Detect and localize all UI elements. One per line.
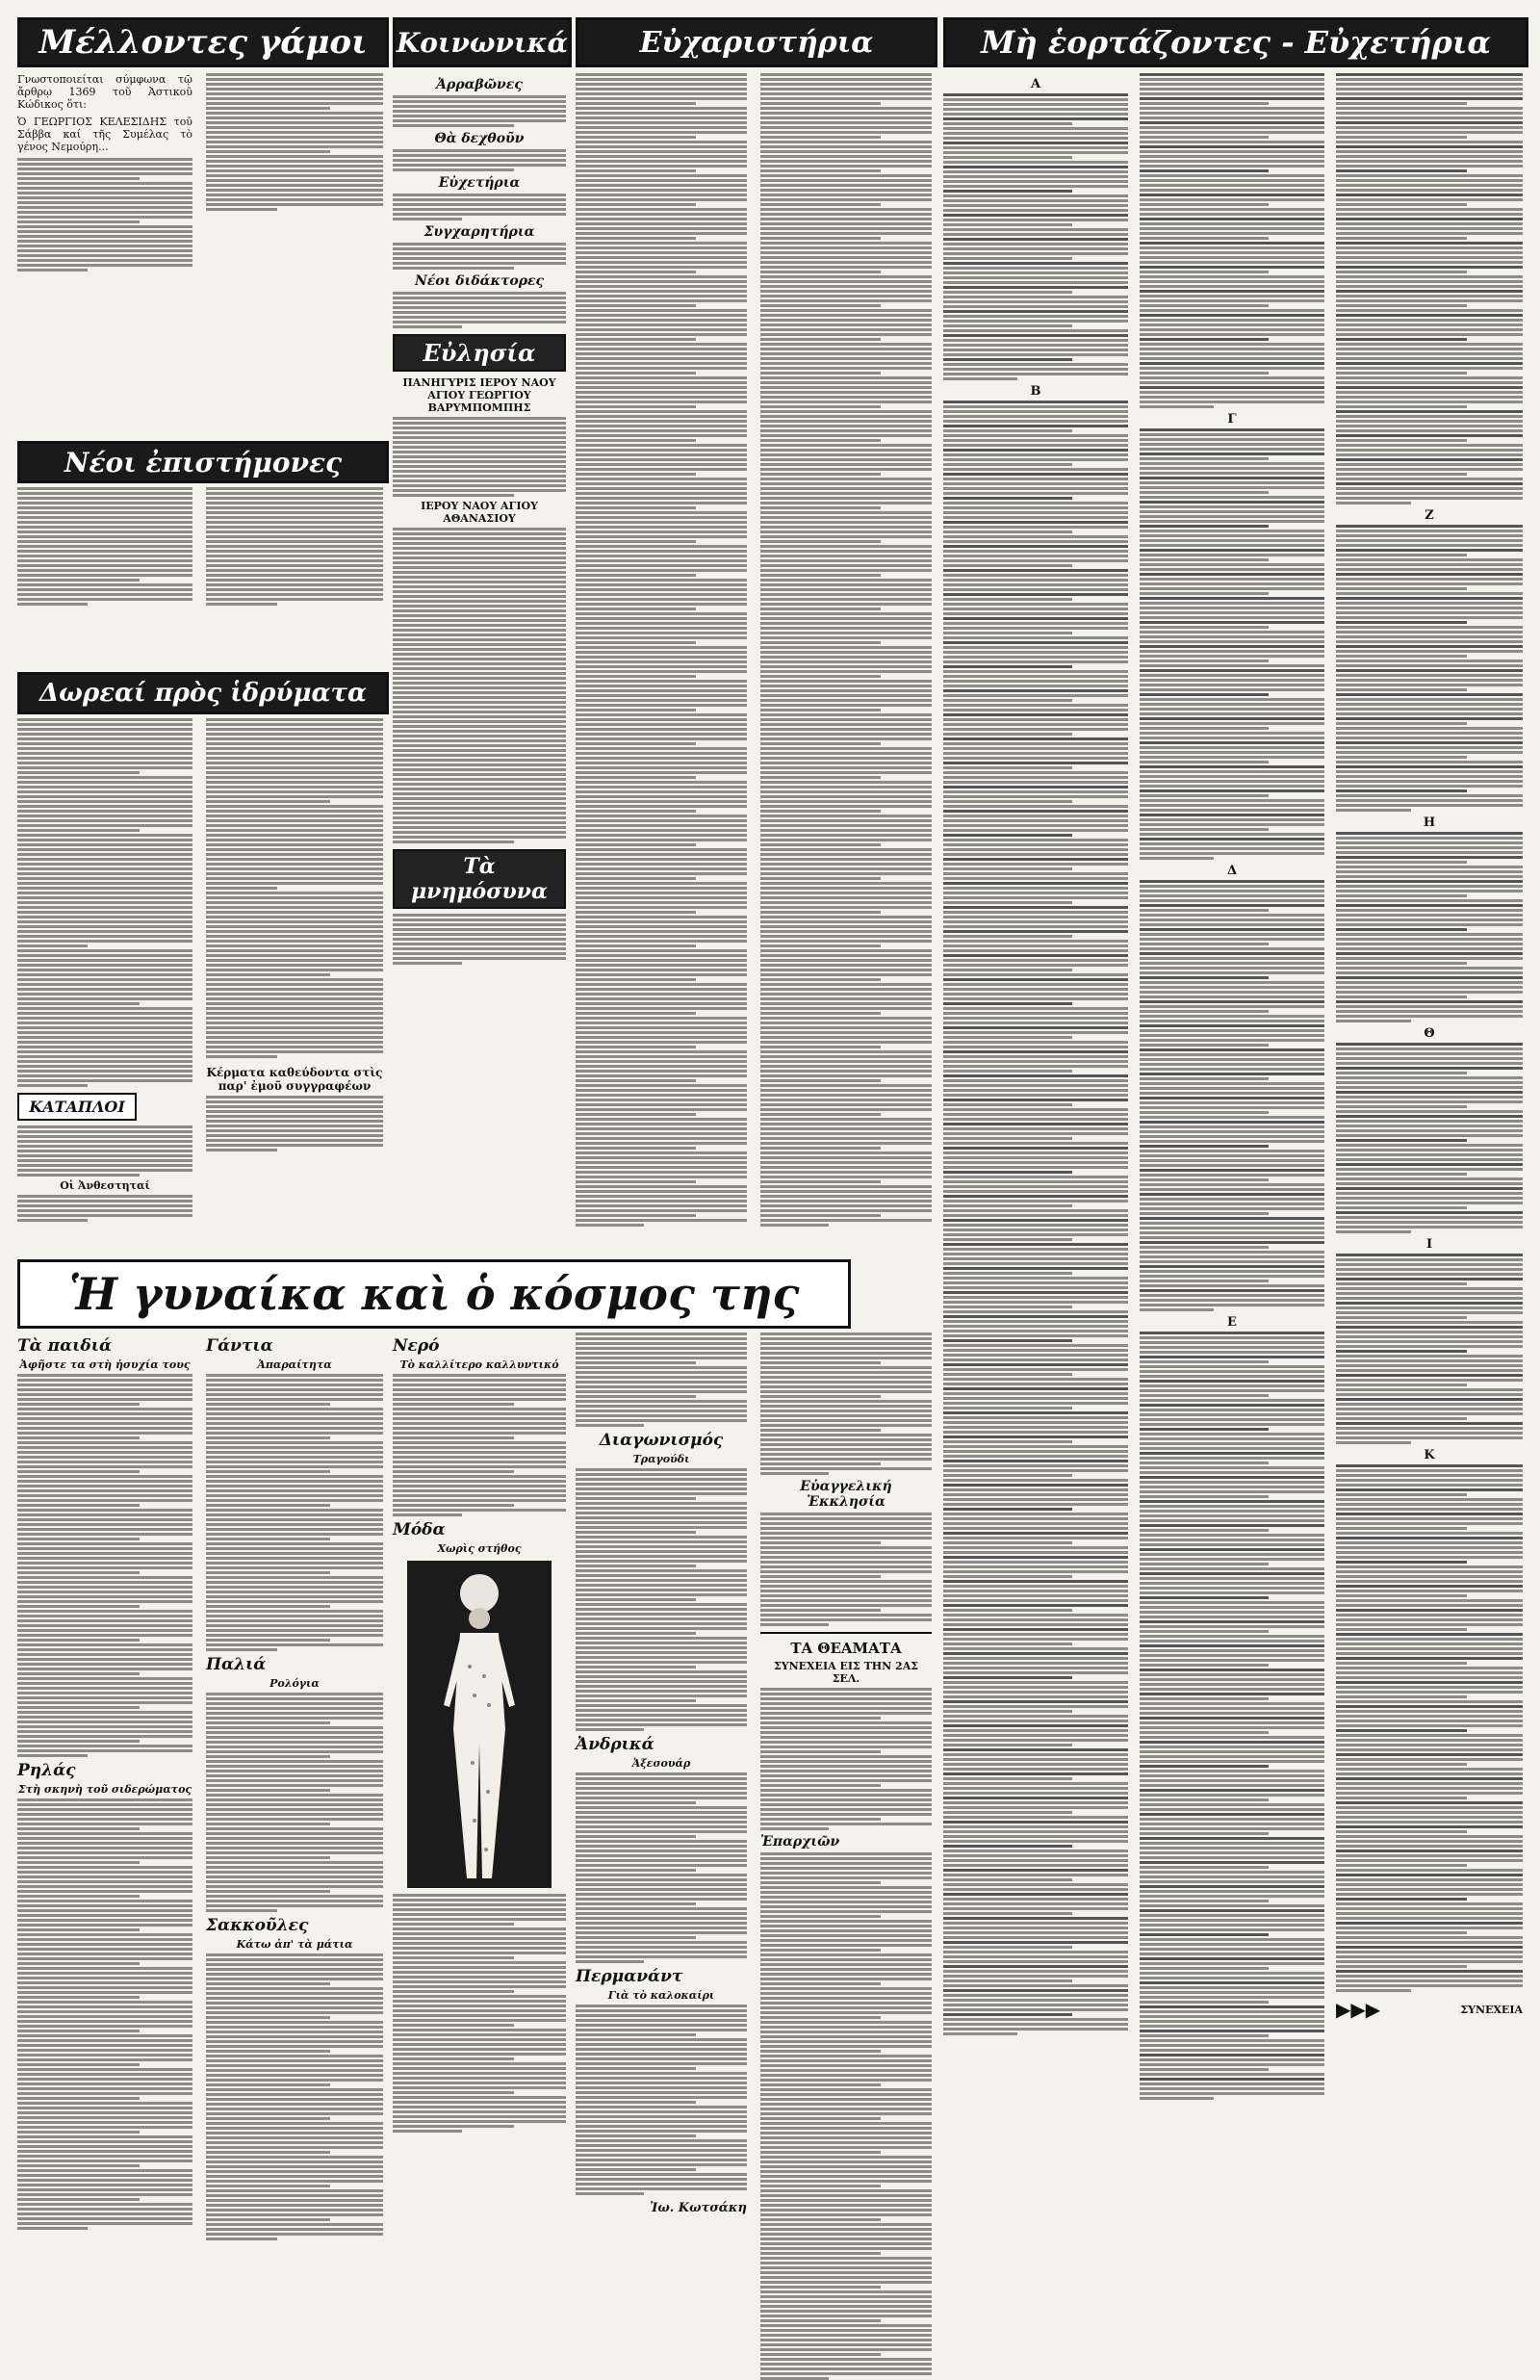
gynaika-col-3 <box>393 1332 566 2133</box>
choris-heading: Χωρὶς στήθος <box>437 1542 522 1555</box>
dorea-col-right <box>206 718 383 1151</box>
text-block <box>760 73 932 1227</box>
arravones-heading: Ἀρραβῶνες <box>436 77 523 92</box>
dorea-col-left <box>17 718 192 1222</box>
letter-i: Ι <box>1425 1237 1433 1252</box>
text-block <box>576 2005 747 2195</box>
text-block <box>393 1374 566 1516</box>
mi-eortazontes-col-1 <box>943 73 1128 2035</box>
text-block <box>206 1374 383 1651</box>
dorea-title: Δωρεαί πρὸς ἱδρύματα <box>38 679 367 708</box>
axesouar-heading: Ἀξεσουάρ <box>631 1757 691 1770</box>
text-block <box>1140 73 1324 408</box>
mellontes-intro: Γνωστοποιείται σύμφωνα τῷ ἄρθρῳ 1369 τοῦ Ἀστικοῦ Κώδικος ὅτι: <box>17 73 192 111</box>
tha-dechthoun-heading: Θὰ δεχθοῦν <box>434 131 525 146</box>
sakoules-heading: Σακκοῦλες <box>206 1916 309 1935</box>
synecheia-label: ΣΥΝΕΧΕΙΑ <box>1460 2003 1523 2016</box>
text-block <box>576 1772 747 1963</box>
neoi-epistimones-title: Νέοι ἐπιστήμονες <box>64 446 343 479</box>
letter-i-eta: Η <box>1423 815 1436 830</box>
letter-e: Ε <box>1227 1315 1237 1330</box>
mellontes-gamoi-banner <box>17 17 389 67</box>
text-block <box>393 1894 566 2133</box>
mi-eortazontes-banner <box>943 17 1528 67</box>
diagonismos-heading: Διαγωνισμός <box>599 1431 724 1450</box>
letter-k: Κ <box>1424 1448 1435 1462</box>
text-block <box>1140 880 1324 1311</box>
text-block <box>576 1332 747 1427</box>
author-signature: Ἰω. Κωτσάκη <box>650 2201 747 2215</box>
continue-arrows: ▶▶▶ <box>1336 1998 1381 2021</box>
neoi-col-left <box>17 487 192 606</box>
palia-heading: Παλιά <box>206 1655 267 1674</box>
andrika-heading: Ἀνδρικά <box>576 1735 654 1754</box>
newspaper-page <box>17 17 1523 2215</box>
afiste-heading: Ἀφῆστε τα στὴ ἡσυχία τους <box>19 1358 191 1371</box>
letter-d: Δ <box>1226 864 1238 878</box>
gantia-heading: Γάντια <box>206 1336 273 1356</box>
mi-eortazontes-col-3 <box>1336 73 1523 2021</box>
mi-eortazontes-col-2 <box>1140 73 1324 2100</box>
text-block <box>760 1332 932 1475</box>
rologia-heading: Ρολόγια <box>270 1677 320 1690</box>
eylisia-banner: Εὐλησία <box>393 334 566 372</box>
text-block <box>1336 1254 1523 1444</box>
text-block <box>17 1374 192 1757</box>
text-block <box>206 73 383 211</box>
divider <box>760 1632 932 1634</box>
theamata-continuation: ΣΥΝΕΧΕΙΑ ΕΙΣ ΤΗΝ 2ΑΣ ΣΕΛ. <box>773 1660 919 1685</box>
sti-skini-heading: Στὴ σκηνὴ τοῦ σιδερώματος <box>17 1783 192 1796</box>
neoi-didaktores-heading: Νέοι διδάκτορες <box>414 273 545 289</box>
fashion-figure-illustration <box>407 1561 552 1888</box>
mellontes-col-left <box>17 73 192 272</box>
letter-a: Α <box>1030 77 1041 91</box>
gynaika-col-4 <box>576 1332 747 2215</box>
eucharistiria-col-left <box>576 73 747 1227</box>
letter-v: Β <box>1030 384 1041 399</box>
rilas-heading: Ρηλάς <box>17 1761 76 1780</box>
dorea-banner <box>17 672 389 714</box>
gynaika-title: Ἡ γυναίκα καὶ ὁ κόσμος της <box>68 1268 800 1320</box>
text-block <box>943 401 1128 2035</box>
anthestes-heading: Οἱ Ἀνθεστηταί <box>60 1179 150 1192</box>
keramata-heading: Κέρματα καθεύδοντα στὶς παρ' ἐμοῦ συγγραφέων <box>206 1066 383 1093</box>
continuation-row <box>1336 1998 1523 2021</box>
aparaititi-heading: Ἀπαραίτητα <box>257 1358 332 1371</box>
fashion-photo <box>407 1561 552 1888</box>
text-block <box>1336 832 1523 1022</box>
neoi-col-right <box>206 487 383 606</box>
text-block <box>760 1513 932 1626</box>
panigyris-heading: ΠΑΝΗΓΥΡΙΣ ΙΕΡΟΥ ΝΑΟΥ ΑΓΙΟΥ ΓΕΩΡΓΙΟΥ ΒΑΡΥΜΠΟΜΠΗΣ <box>402 376 556 414</box>
text-block <box>206 1953 383 2240</box>
text-block <box>1140 428 1324 860</box>
text-block <box>206 1693 383 1912</box>
nero-heading: Νερό <box>393 1336 440 1356</box>
ierou-naou-heading: ΙΕΡΟΥ ΝΑΟΥ ΑΓΙΟΥ ΑΘΑΝΑΣΙΟΥ <box>421 500 538 525</box>
eucharistiria-title: Εὐχαριστήρια <box>639 25 874 60</box>
text-block <box>760 1852 932 2380</box>
text-block <box>17 158 192 272</box>
koinonika-banner <box>393 17 572 67</box>
permanant-heading: Περμανάντ <box>576 1967 683 1986</box>
moda-heading: Μόδα <box>393 1520 446 1539</box>
text-block <box>1336 525 1523 812</box>
text-block <box>1336 1043 1523 1233</box>
text-block <box>576 1468 747 1731</box>
theamata-heading: ΤΑ ΘΕΑΜΑΤΑ <box>790 1640 902 1657</box>
mnimosyna-banner: Τὰ μνημόσυνα <box>393 849 566 909</box>
eparchion-heading: Ἐπαρχιῶν <box>760 1834 840 1850</box>
mellontes-gamoi-title: Μέλλοντες γάμοι <box>38 23 368 62</box>
letter-th: Θ <box>1424 1026 1435 1041</box>
text-block <box>1140 1332 1324 2100</box>
letter-g: Γ <box>1227 412 1237 427</box>
mellontes-col-right <box>206 73 383 211</box>
kallitero-heading: Τὸ καλλίτερο καλλυντικό <box>399 1358 559 1371</box>
letter-z: Ζ <box>1424 508 1434 523</box>
sygcharitiria-heading: Συγχαρητήρια <box>424 224 535 240</box>
text-block <box>576 73 747 1227</box>
ekklisia-heading: Εὐαγγελική Ἐκκλησία <box>800 1479 892 1510</box>
kataploi-header: ΚΑΤΑΠΛΟΙ <box>17 1093 137 1121</box>
ta-paidia-heading: Τὰ παιδιά <box>17 1336 113 1356</box>
gynaika-col-2 <box>206 1332 383 2240</box>
koinonika-title: Κοινωνικά <box>396 26 569 59</box>
text-block <box>943 93 1128 380</box>
text-block <box>1336 1464 1523 1992</box>
neoi-epistimones-banner <box>17 441 389 483</box>
text-block <box>760 1688 932 1830</box>
koinonika-col <box>393 73 566 965</box>
eychetiria-heading: Εὐχετήρια <box>438 175 521 191</box>
gynaika-col-1 <box>17 1332 192 2230</box>
kalokairi-heading: Γιὰ τὸ καλοκαίρι <box>607 1989 715 2002</box>
mi-eortazontes-title: Μὴ ἑορτάζοντες - Εὐχετήρια <box>981 24 1491 61</box>
eucharistiria-col-right <box>760 73 932 1227</box>
text-block <box>1336 73 1523 504</box>
kato-heading: Κάτω ἀπ' τὰ μάτια <box>236 1938 353 1951</box>
eucharistiria-banner <box>576 17 937 67</box>
tragoudi-heading: Τραγούδι <box>632 1453 690 1465</box>
gynaika-title-banner <box>17 1259 851 1329</box>
text-block <box>17 1798 192 2230</box>
mellontes-entry: Ὁ ΓΕΩΡΓΙΟΣ ΚΕΛΕΣΙΔΗΣ τοῦ Σάββα καί τῆς Συμέλας τὸ γένος Νεμούρη... <box>17 116 192 153</box>
